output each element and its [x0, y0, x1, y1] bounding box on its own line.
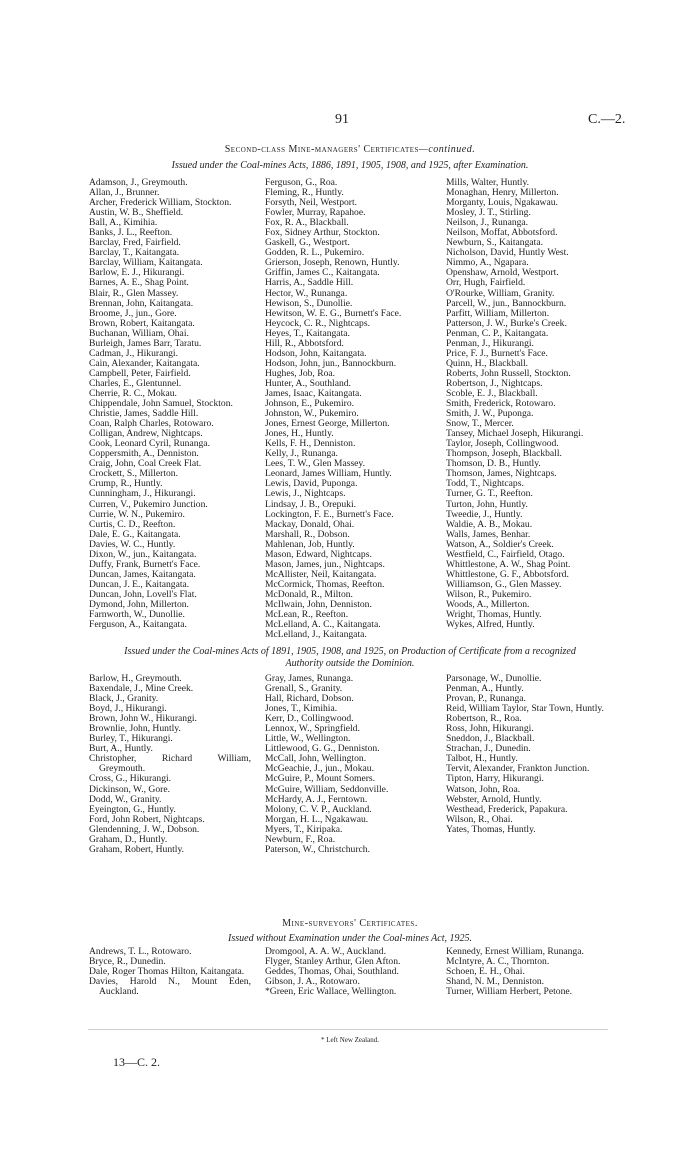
- list-item: Thomson, James, Nightcaps.: [446, 468, 557, 480]
- section3-col2: [265, 947, 430, 997]
- list-item: Gaskell, G., Westport.: [265, 237, 350, 249]
- section3-title: Mine-surveyors' Certificates.: [282, 918, 418, 929]
- list-item: Buchanan, William, Ohai.: [89, 327, 189, 339]
- list-item: Duncan, John, Lovell's Flat.: [89, 588, 197, 600]
- list-item: Patterson, J. W., Burke's Creek.: [446, 317, 567, 329]
- list-item: Neilson, Moffat, Abbotsford.: [446, 227, 558, 239]
- list-item: *Green, Eric Wallace, Wellington.: [265, 986, 397, 998]
- list-item: Tansey, Michael Joseph, Hikurangi.: [446, 428, 584, 440]
- list-item: Christie, James, Saddle Hill.: [89, 408, 199, 420]
- list-item: Newburn, S., Kaitangata.: [446, 237, 543, 249]
- list-item: Whittlestone, G. F., Abbotsford.: [446, 568, 569, 580]
- list-item: Lewis, J., Nightcaps.: [265, 488, 346, 500]
- list-item: Turner, William Herbert, Petone.: [446, 986, 573, 998]
- list-item: Colligan, Andrew, Nightcaps.: [89, 428, 203, 440]
- list-item: Waldie, A. B., Mokau.: [446, 518, 533, 530]
- list-item: Mackay, Donald, Ohai.: [265, 518, 355, 530]
- list-item: McAllister, Neil, Kaitangata.: [265, 568, 377, 580]
- list-item: Hall, Richard, Dobson.: [265, 693, 354, 705]
- list-item: Broome, J., jun., Gore.: [89, 307, 177, 319]
- footnote: * Left New Zealand.: [321, 1036, 379, 1044]
- list-item: McIlwain, John, Denniston.: [265, 598, 372, 610]
- list-item: Grierson, Joseph, Renown, Huntly.: [265, 257, 400, 269]
- list-item: Mosley, J. T., Stirling.: [446, 207, 531, 219]
- list-item: Cross, G., Hikurangi.: [89, 773, 172, 785]
- list-item: Barlow, E. J., Hikurangi.: [89, 267, 185, 279]
- list-item: Fox, R. A., Blackball.: [265, 217, 349, 229]
- list-item: Marshall, R., Dobson.: [265, 528, 350, 540]
- list-item: Scoble, E. J., Blackball.: [446, 387, 538, 399]
- list-item: Mills, Walter, Huntly.: [446, 177, 530, 188]
- list-item: Ford, John Robert, Nightcaps.: [89, 813, 205, 825]
- list-item: Turner, G. T., Reefton.: [446, 488, 533, 500]
- list-item: Fowler, Murray, Rapahoe.: [265, 207, 366, 219]
- list-item: Yates, Thomas, Huntly.: [446, 823, 536, 835]
- list-item: Ball, A., Kimihia.: [89, 217, 158, 229]
- list-item: Griffin, James C., Kaitangata.: [265, 267, 380, 279]
- list-item: Molony, C. V. P., Auckland.: [265, 803, 372, 815]
- list-item: Crockett, S., Millerton.: [89, 468, 178, 480]
- list-item: McCormick, Thomas, Reefton.: [265, 578, 385, 590]
- list-item: Hill, R., Abbotsford.: [265, 337, 344, 349]
- list-item: Parfitt, William, Millerton.: [446, 307, 550, 319]
- section2-col3: [446, 674, 609, 835]
- list-item: Taylor, Joseph, Collingwood.: [446, 438, 559, 450]
- list-item: Quinn, H., Blackball.: [446, 357, 529, 369]
- list-item: Talbot, H., Huntly.: [446, 753, 518, 765]
- list-item: Tervit, Alexander, Frankton Junction.: [446, 763, 590, 775]
- list-item: Penman, J., Hikurangi.: [446, 337, 534, 349]
- list-item: Wilson, R., Ohai.: [446, 813, 513, 825]
- list-item: Paterson, W., Christchurch.: [265, 843, 370, 855]
- list-item: Flyger, Stanley Arthur, Glen Afton.: [265, 956, 401, 968]
- section1-title-cont: —continued.: [418, 144, 476, 155]
- list-item: Black, J., Granity.: [89, 693, 159, 705]
- list-item: Kells, F. H., Denniston.: [265, 438, 356, 450]
- section3-col3: [446, 947, 609, 997]
- list-item: Dale, E. G., Kaitangata.: [89, 528, 181, 540]
- list-item: Grenall, S., Granity.: [265, 683, 343, 695]
- list-item: Curren, V., Pukemiro Junction.: [89, 498, 208, 510]
- list-item: Kerr, D., Collingwood.: [265, 713, 354, 725]
- list-item: McLean, R., Reefton.: [265, 609, 349, 621]
- list-item: Westhead, Frederick, Papakura.: [446, 803, 568, 815]
- list-item: Robertson, R., Roa.: [446, 713, 522, 725]
- list-item: Monaghan, Henry, Millerton.: [446, 187, 559, 199]
- list-item: Gray, James, Runanga.: [265, 673, 354, 684]
- list-item: Barlow, H., Greymouth.: [89, 673, 182, 684]
- section1-col2: [265, 178, 430, 640]
- list-item: Dodd, W., Granity.: [89, 793, 162, 805]
- list-item: Smith, Frederick, Rotowaro.: [446, 398, 556, 410]
- list-item: Burleigh, James Barr, Taratu.: [89, 337, 202, 349]
- list-item: Nicholson, David, Huntly West.: [446, 247, 569, 259]
- list-item: Hewitson, W. E. G., Burnett's Face.: [265, 307, 402, 319]
- list-item: Tweedie, J., Huntly.: [446, 508, 523, 520]
- list-item: Price, F. J., Burnett's Face.: [446, 347, 548, 359]
- list-item: Fox, Sidney Arthur, Stockton.: [265, 227, 380, 239]
- list-item: Woods, A., Millerton.: [446, 598, 530, 610]
- list-item: Williamson, G., Glen Massey.: [446, 578, 562, 590]
- list-item: Snow, T., Mercer.: [446, 418, 514, 430]
- list-item: Shand, N. M., Denniston.: [446, 976, 545, 988]
- list-item: Wright, Thomas, Huntly.: [446, 609, 542, 621]
- list-item: Harris, A., Saddle Hill.: [265, 277, 354, 289]
- list-item: Boyd, J., Hikurangi.: [89, 703, 167, 715]
- list-item: Lees, T. W., Glen Massey.: [265, 458, 366, 470]
- list-item: Littlewood, G. G., Denniston.: [265, 743, 380, 755]
- list-item: McLelland, A. C., Kaitangata.: [265, 619, 381, 631]
- section1-title-main: Second-class Mine-managers' Certificates: [224, 144, 419, 155]
- list-item: Hodson, John, Kaitangata.: [265, 347, 367, 359]
- list-item: James, Isaac, Kaitangata.: [265, 387, 362, 399]
- list-item: Coppersmith, A., Denniston.: [89, 448, 199, 460]
- list-item: Kennedy, Ernest William, Runanga.: [446, 946, 584, 957]
- list-item: Neilson, J., Runanga.: [446, 217, 529, 229]
- list-item: Graham, Robert, Huntly.: [89, 843, 185, 855]
- list-item: Lindsay, J. B., Orepuki.: [265, 498, 357, 510]
- list-item: Banks, J. L., Reefton.: [89, 227, 173, 239]
- list-item: Jones, Ernest George, Millerton.: [265, 418, 390, 430]
- section1-title: [0, 144, 700, 155]
- section1-col3: [446, 178, 609, 630]
- list-item: Ferguson, G., Roa.: [265, 177, 338, 188]
- list-item: Reid, William Taylor, Star Town, Huntly.: [446, 703, 604, 715]
- list-item: Barclay, William, Kaitangata.: [89, 257, 203, 269]
- list-item: Wilson, R., Pukemiro.: [446, 588, 532, 600]
- page-reference: C.—2.: [588, 112, 626, 127]
- list-item: Smith, J. W., Puponga.: [446, 408, 534, 420]
- list-item: Brown, Robert, Kaitangata.: [89, 317, 195, 329]
- list-item: Jones, H., Huntly.: [265, 428, 334, 440]
- list-item: Leonard, James William, Huntly.: [265, 468, 392, 480]
- list-item: Watson, A., Soldier's Creek.: [446, 538, 554, 550]
- list-item: Campbell, Peter, Fairfield.: [89, 367, 191, 379]
- list-item: McGuire, William, Seddonville.: [265, 783, 389, 795]
- list-item: Johnson, E., Pukemiro.: [265, 398, 355, 410]
- page-number: 91: [335, 112, 349, 127]
- section2-col2: [265, 674, 430, 855]
- list-item: McLelland, J., Kaitangata.: [265, 629, 367, 641]
- list-item: Graham, D., Huntly.: [89, 833, 168, 845]
- list-item: Newburn, F., Roa.: [265, 833, 336, 845]
- list-item: Adamson, J., Greymouth.: [89, 177, 188, 188]
- list-item: Allan, J., Brunner.: [89, 187, 160, 199]
- list-item: Provan, P., Runanga.: [446, 693, 526, 705]
- section2-col1: [89, 674, 251, 855]
- list-item: Parsonage, W., Dunollie.: [446, 673, 542, 684]
- list-item: Ross, John, Hikurangi.: [446, 723, 534, 735]
- list-item: Baxendale, J., Mine Creek.: [89, 683, 194, 695]
- list-item: Cook, Leonard Cyril, Runanga.: [89, 438, 210, 450]
- list-item: Glendenning, J. W., Dobson.: [89, 823, 200, 835]
- list-item: Fleming, R., Huntly.: [265, 187, 344, 199]
- list-item: Coan, Ralph Charles, Rotowaro.: [89, 418, 214, 430]
- list-item: Kelly, J., Runanga.: [265, 448, 338, 460]
- list-item: Brownlie, John, Huntly.: [89, 723, 181, 735]
- list-item: Heycock, C. R., Nightcaps.: [265, 317, 370, 329]
- list-item: Heyes, T., Kaitangata.: [265, 327, 350, 339]
- list-item: McHardy, A. J., Ferntown.: [265, 793, 368, 805]
- list-item: Cunningham, J., Hikurangi.: [89, 488, 196, 500]
- list-item: Nimmo, A., Ngapara.: [446, 257, 529, 269]
- list-item: Parcell, W., jun., Bannockburn.: [446, 297, 567, 309]
- list-item: Currie, W. N., Pukemiro.: [89, 508, 185, 520]
- list-item: Lockington, F. E., Burnett's Face.: [265, 508, 394, 520]
- list-item: Thomson, D. B., Huntly.: [446, 458, 541, 470]
- list-item: Duffy, Frank, Burnett's Face.: [89, 558, 201, 570]
- list-item: Mason, Edward, Nightcaps.: [265, 548, 372, 560]
- section1-subtitle: Issued under the Coal-mines Acts, 1886, 1891, 1905, 1908, and 1925, after Examination.: [171, 160, 529, 171]
- list-item: Strachan, J., Dunedin.: [446, 743, 531, 755]
- list-item: Archer, Frederick William, Stockton.: [89, 197, 232, 209]
- list-item: Farnworth, W., Dunollie.: [89, 609, 185, 621]
- list-item: Christopher, Richard William, Greymouth.: [89, 753, 251, 775]
- list-item: Andrews, T. L., Rotowaro.: [89, 946, 192, 957]
- list-item: Hector, W., Runanga.: [265, 287, 348, 299]
- list-item: Duncan, J. E., Kaitangata.: [89, 578, 190, 590]
- list-item: Dale, Roger Thomas Hilton, Kaitangata.: [89, 966, 245, 978]
- list-item: Chippendale, John Samuel, Stockton.: [89, 398, 233, 410]
- list-item: Myers, T., Kiripaka.: [265, 823, 343, 835]
- list-item: Dymond, John, Millerton.: [89, 598, 189, 610]
- list-item: Lennox, W., Springfield.: [265, 723, 360, 735]
- list-item: Forsyth, Neil, Westport.: [265, 197, 358, 209]
- list-item: Dickinson, W., Gore.: [89, 783, 171, 795]
- list-item: Webster, Arnold, Huntly.: [446, 793, 542, 805]
- list-item: Burley, T., Hikurangi.: [89, 733, 173, 745]
- list-item: McGuire, P., Mount Somers.: [265, 773, 376, 785]
- list-item: Geddes, Thomas, Ohai, Southland.: [265, 966, 399, 978]
- list-item: Hewison, S., Dunollie.: [265, 297, 353, 309]
- list-item: Dromgool, A. A. W., Auckland.: [265, 946, 386, 957]
- list-item: Penman, C. P., Kaitangata.: [446, 327, 549, 339]
- list-item: Hughes, Job, Roa.: [265, 367, 336, 379]
- section2-subtitle-1: Issued under the Coal-mines Acts of 1891, 1905, 1908, and 1925, on Production of Certificate from a recognized: [124, 646, 576, 657]
- list-item: Roberts, John Russell, Stockton.: [446, 367, 571, 379]
- list-item: Orr, Hugh, Fairfield.: [446, 277, 526, 289]
- list-item: Schoen, E. H., Ohai.: [446, 966, 525, 978]
- list-item: Little, W., Wellington.: [265, 733, 351, 745]
- list-item: McGeachie, J., jun., Mokau.: [265, 763, 374, 775]
- list-item: Charles, E., Glentunnel.: [89, 377, 182, 389]
- list-item: Whittlestone, A. W., Shag Point.: [446, 558, 571, 570]
- list-item: Hodson, John, jun., Bannockburn.: [265, 357, 397, 369]
- list-item: Burt, A., Huntly.: [89, 743, 153, 755]
- list-item: Dixon, W., jun., Kaitangata.: [89, 548, 197, 560]
- list-item: Davies, Harold N., Mount Eden, Auckland.: [89, 976, 251, 998]
- list-item: Cain, Alexander, Kaitangata.: [89, 357, 200, 369]
- list-item: Turton, John, Huntly.: [446, 498, 528, 510]
- list-item: Bryce, R., Dunedin.: [89, 956, 166, 968]
- list-item: Godden, R. L., Pukemiro.: [265, 247, 365, 259]
- list-item: Austin, W. B., Sheffield.: [89, 207, 184, 219]
- list-item: Thompson, Joseph, Blackball.: [446, 448, 562, 460]
- list-item: Todd, T., Nightcaps.: [446, 478, 524, 490]
- section1-col1: [89, 178, 251, 630]
- signature-mark: 13—C. 2.: [113, 1055, 161, 1069]
- list-item: Duncan, James, Kaitangata.: [89, 568, 196, 580]
- list-item: McCall, John, Wellington.: [265, 753, 367, 765]
- section2-subtitle-2: Authority outside the Dominion.: [285, 658, 415, 669]
- list-item: Openshaw, Arnold, Westport.: [446, 267, 559, 279]
- footnote-rule: [88, 1029, 608, 1030]
- list-item: O'Rourke, William, Granity.: [446, 287, 555, 299]
- list-item: Brown, John W., Hikurangi.: [89, 713, 197, 725]
- list-item: Crump, R., Huntly.: [89, 478, 163, 490]
- list-item: Cadman, J., Hikurangi.: [89, 347, 178, 359]
- list-item: Curtis, C. D., Reefton.: [89, 518, 176, 530]
- list-item: Barclay, Fred, Fairfield.: [89, 237, 181, 249]
- list-item: Blair, R., Glen Massey.: [89, 287, 179, 299]
- list-item: Johnston, W., Pukemiro.: [265, 408, 359, 420]
- list-item: Penman, A., Huntly.: [446, 683, 524, 695]
- list-item: Wykes, Alfred, Huntly.: [446, 619, 535, 631]
- list-item: Sneddon, J., Blackball.: [446, 733, 535, 745]
- list-item: Robertson, J., Nightcaps.: [446, 377, 543, 389]
- list-item: McDonald, R., Milton.: [265, 588, 353, 600]
- list-item: Gibson, J. A., Rotowaro.: [265, 976, 360, 988]
- list-item: Brennan, John, Kaitangata.: [89, 297, 194, 309]
- list-item: Watson, John, Roa.: [446, 783, 521, 795]
- list-item: Mason, James, jun., Nightcaps.: [265, 558, 385, 570]
- section3-col1: [89, 947, 251, 997]
- list-item: Lewis, David, Puponga.: [265, 478, 358, 490]
- list-item: McIntyre, A. C., Thornton.: [446, 956, 550, 968]
- list-item: Barnes, A. E., Shag Point.: [89, 277, 189, 289]
- list-item: Cherrie, R. C., Mokau.: [89, 387, 177, 399]
- list-item: Morganty, Louis, Ngakawau.: [446, 197, 558, 209]
- list-item: Westfield, C., Fairfield, Otago.: [446, 548, 565, 560]
- list-item: Eyeington, G., Huntly.: [89, 803, 176, 815]
- list-item: Davies, W. C., Huntly.: [89, 538, 176, 550]
- list-item: Morgan, H. L., Ngakawau.: [265, 813, 369, 825]
- list-item: Ferguson, A., Kaitangata.: [89, 619, 187, 631]
- list-item: Craig, John, Coal Creek Flat.: [89, 458, 202, 470]
- list-item: Tipton, Harry, Hikurangi.: [446, 773, 544, 785]
- list-item: Jones, T., Kimihia.: [265, 703, 338, 715]
- list-item: Mahlenan, Job, Huntly.: [265, 538, 355, 550]
- list-item: Hunter, A., Southland.: [265, 377, 351, 389]
- section3-subtitle: Issued without Examination under the Coal-mines Act, 1925.: [228, 933, 472, 944]
- list-item: Barclay, T., Kaitangata.: [89, 247, 180, 259]
- list-item: Walls, James, Benhar.: [446, 528, 531, 540]
